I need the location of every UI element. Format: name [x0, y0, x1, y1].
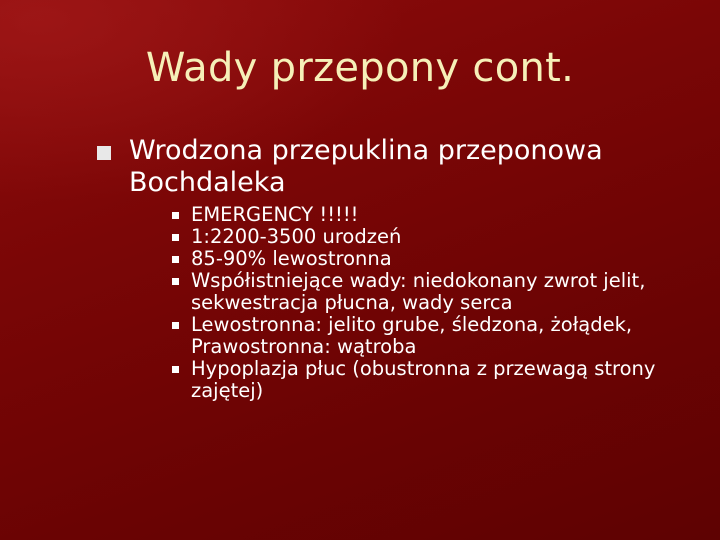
- sub-bullet-text: Hypoplazja płuc (obustronna z przewagą strony zajętej): [191, 357, 656, 402]
- sub-bullet-item: [172, 226, 697, 248]
- small-square-bullet-icon: [172, 322, 179, 329]
- sub-bullet-text: 1:2200-3500 urodzeń: [191, 225, 402, 248]
- small-square-bullet-icon: [172, 256, 179, 263]
- sub-bullet-item: [172, 204, 697, 226]
- small-square-bullet-icon: [172, 366, 179, 373]
- sub-bullet-item: [172, 248, 697, 270]
- small-square-bullet-icon: [172, 234, 179, 241]
- sub-bullet-text: EMERGENCY !!!!!: [191, 203, 359, 226]
- sub-bullet-text: Lewostronna: jelito grube, śledzona, żołądek, Prawostronna: wątroba: [191, 313, 633, 358]
- sub-bullet-list: [172, 204, 697, 402]
- main-bullet: [97, 135, 697, 199]
- small-square-bullet-icon: [172, 212, 179, 219]
- sub-bullet-text: 85-90% lewostronna: [191, 247, 392, 270]
- sub-bullet-item: [172, 358, 697, 402]
- main-bullet-text: Wrodzona przepuklina przeponowa Bochdaleka: [129, 135, 603, 198]
- sub-bullet-text: Współistniejące wady: niedokonany zwrot jelit, sekwestracja płucna, wady serca: [191, 269, 646, 314]
- square-bullet-icon: [97, 146, 111, 160]
- small-square-bullet-icon: [172, 278, 179, 285]
- sub-bullet-item: [172, 314, 697, 358]
- slide-title: Wady przepony cont.: [145, 45, 575, 91]
- sub-bullet-item: [172, 270, 697, 314]
